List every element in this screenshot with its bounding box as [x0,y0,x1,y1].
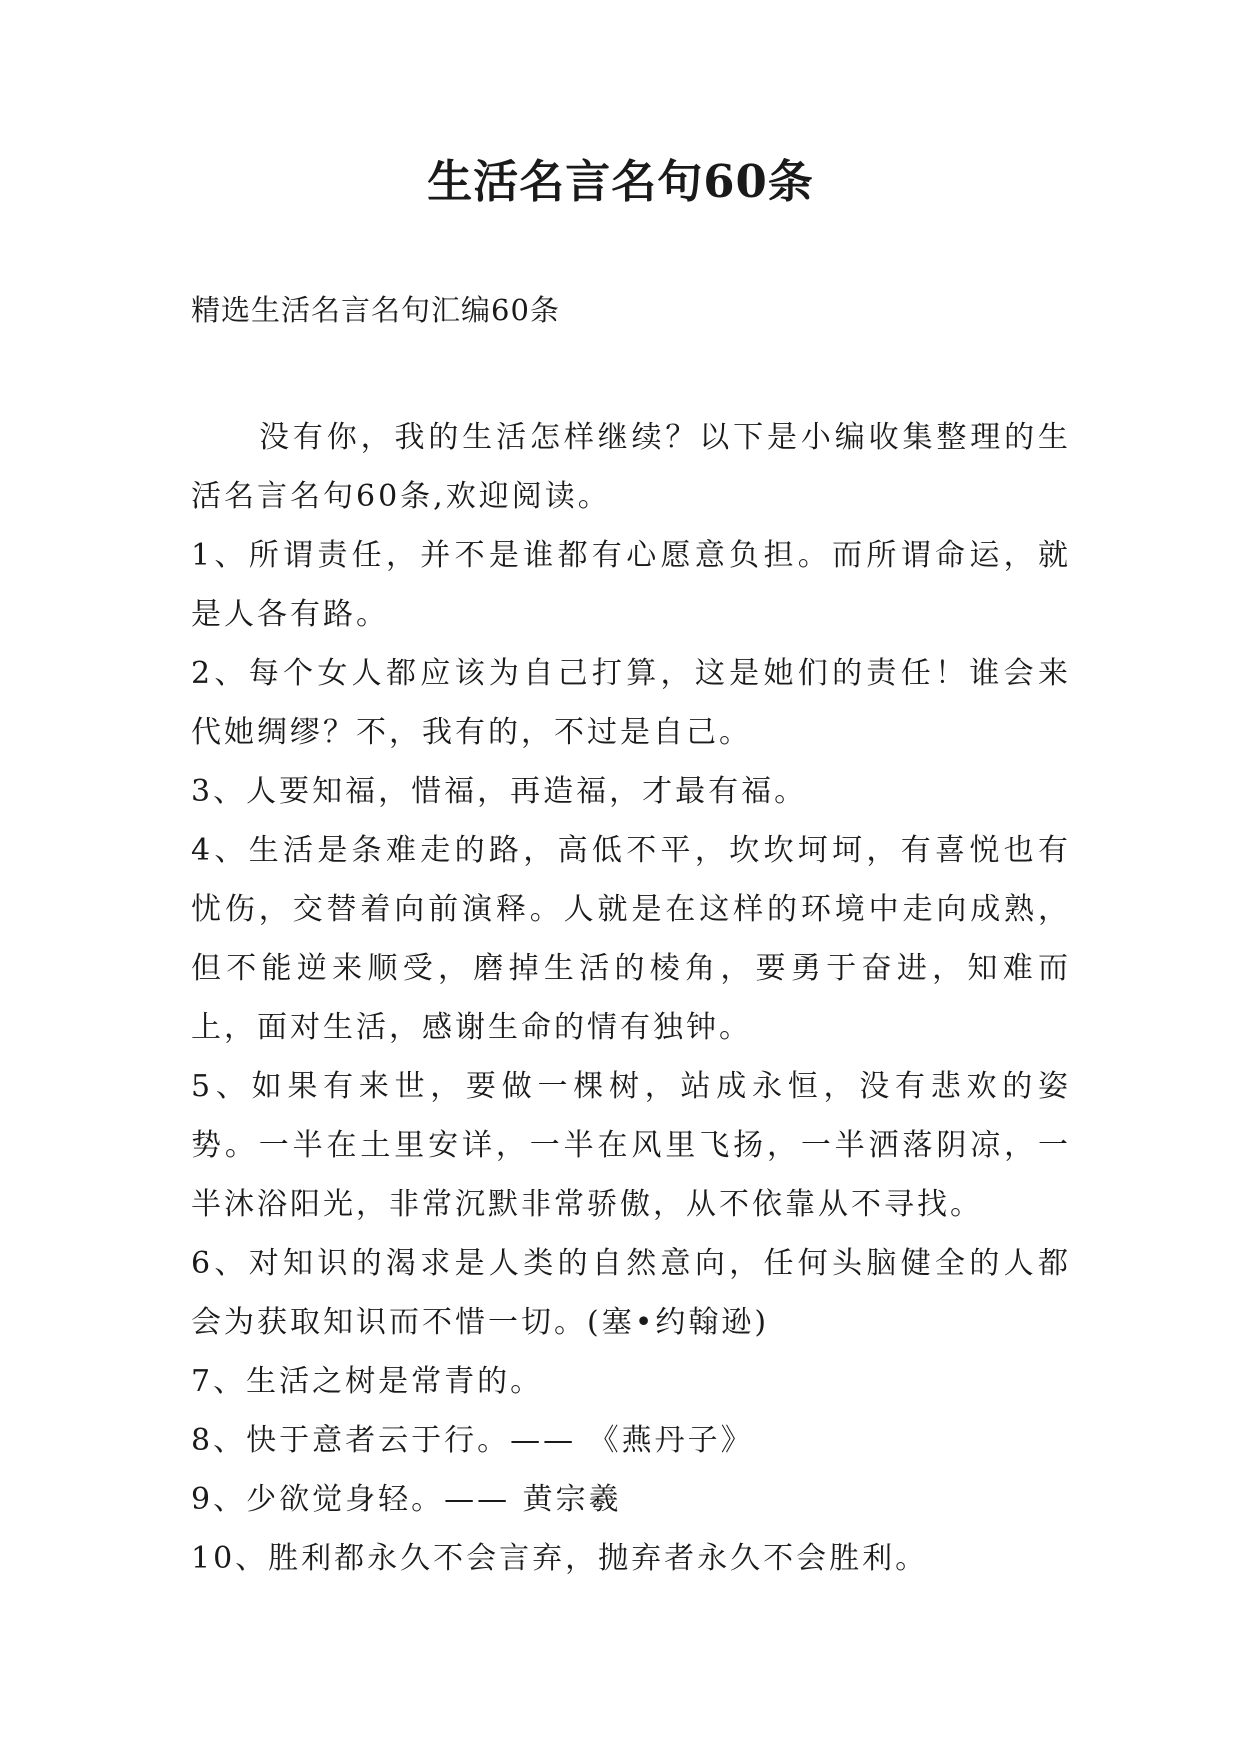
quote-item-6: 6、对知识的渴求是人类的自然意向，任何头脑健全的人都会为获取知识而不惜一切。(塞•约翰逊) [191,1246,1071,1340]
quote-item-10: 10、胜利都永久不会言弃，抛弃者永久不会胜利。 [191,1541,929,1576]
quote-item-2: 2、每个女人都应该为自己打算，这是她们的责任！谁会来代她绸缪？不，我有的，不过是自己。 [191,656,1071,750]
quote-item-8: 8、快于意者云于行。—— 《燕丹子》 [191,1423,754,1458]
quote-item-9: 9、少欲觉身轻。—— 黄宗羲 [191,1482,622,1517]
document-subtitle: 精选生活名言名句汇编60条 [191,293,560,327]
intro-paragraph: 没有你，我的生活怎样继续？以下是小编收集整理的生活名言名句60条,欢迎阅读。 [191,420,1071,514]
quote-item-5: 5、如果有来世，要做一棵树，站成永恒，没有悲欢的姿势。一半在土里安详，一半在风里飞扬，一半洒落阴凉，一半沐浴阳光，非常沉默非常骄傲，从不依靠从不寻找。 [191,1069,1071,1222]
quote-item-1: 1、所谓责任，并不是谁都有心愿意负担。而所谓命运，就是人各有路。 [191,538,1071,632]
document-title: 生活名言名句60条 [427,155,814,208]
quote-item-7: 7、生活之树是常青的。 [191,1364,544,1399]
quote-item-3: 3、人要知福，惜福，再造福，才最有福。 [191,774,808,809]
quote-item-4: 4、生活是条难走的路，高低不平，坎坎坷坷，有喜悦也有忧伤，交替着向前演释。人就是在这样的环境中走向成熟，但不能逆来顺受，磨掉生活的棱角，要勇于奋进，知难而上，面对生活，感谢生命的情有独钟。 [191,833,1071,1045]
document-body [191,408,1071,1588]
